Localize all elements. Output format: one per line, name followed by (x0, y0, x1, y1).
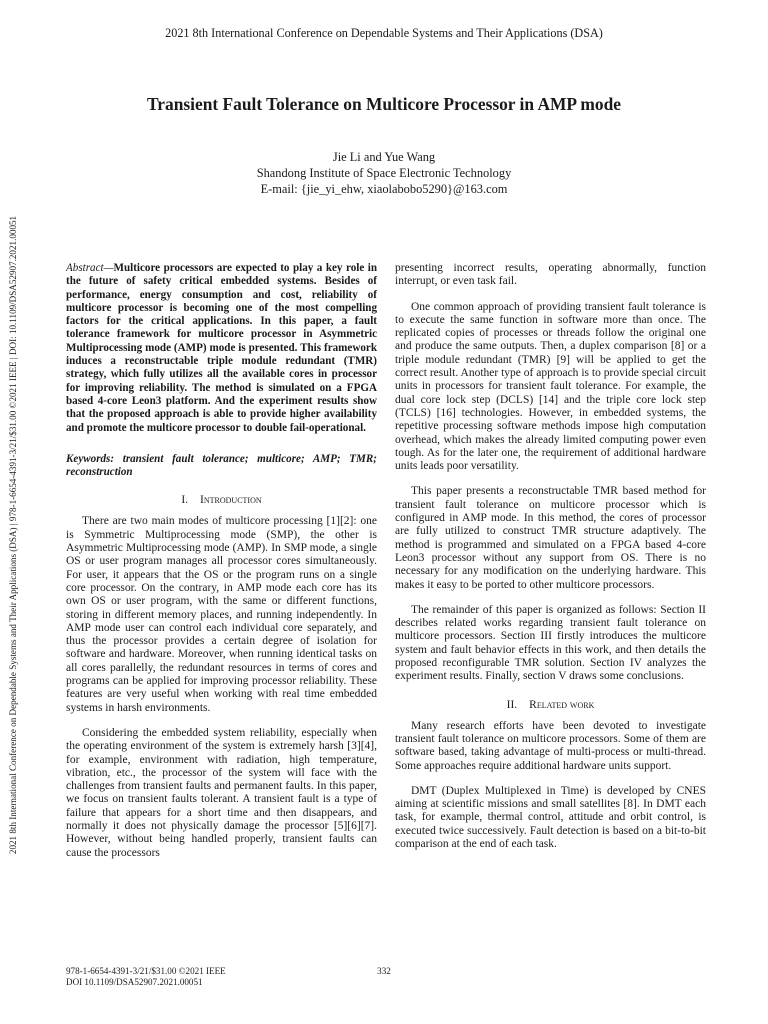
abstract-text: Multicore processors are expected to play a key role in the future of safety critical embedded systems. Besides of performance, energy consumption and cost, reliability of multicore processor is becoming one of the most compelling factors for the critical applications. In this paper, a fault tolerance framework for multicore processor in Asymmetric Multiprocessing mode (AMP) mode is presented. This framework induces a reconstructable triple module redundant (TMR) strategy, which fully utilizes all the available cores in processor for improving reliability. The method is simulated on a FPGA based 4-core Leon3 platform. And the experiment results show that the proposed approach is able to provide higher availability and promote the multicore processor to double fail-operational. (66, 262, 377, 434)
intro-paragraph-3: One common approach of providing transient fault tolerance is to execute the same function in software more than once. The replicated copies of processes or threads follow the original one and produce the same outputs. Then, a duplex comparison [8] or a triple module redundant (TMR) [9] will be applied to get the correct result. Another type of approach is to provide special circuit units in processors for transient fault tolerance. For example, the dual core lock step (DCLS) [14] and the triple core lock step (TCLS) [16] technologies. However, in embedded systems, the repetitive processing software methods impose high computation overhead, which makes the already limited computing power even tough. As for the later one, the requirement of additional hardware units leads poor versatility. (395, 300, 706, 473)
keywords-text: transient fault tolerance; multicore; AMP; TMR; reconstruction (66, 452, 378, 479)
keywords-paragraph (66, 453, 377, 480)
abstract-label: Abstract— (66, 262, 114, 274)
author-affiliation: Shandong Institute of Space Electronic Technology (256, 166, 512, 180)
abstract-paragraph (66, 262, 377, 435)
related-paragraph-1: Many research efforts have been devoted to investigate transient fault tolerance on multicore processors. Some of them are software based, taking advantage of multi-process or multi-thread. Some approaches require additional hardware units support. (395, 719, 706, 772)
section-number: I. (181, 494, 189, 507)
footer-doi: DOI 10.1109/DSA52907.2021.00051 (66, 976, 203, 987)
author-email: E-mail: {jie_yi_ehw, xiaolabobo5290}@163.com (260, 182, 508, 196)
related-paragraph-2: DMT (Duplex Multiplexed in Time) is developed by CNES aiming at scientific missions and small satellites [8]. In DMT each task, for example, thermal control, attitude and orbit control, is executed twice successively. Fault detection is based on a bit-to-bit comparison at the end of each task. (395, 784, 706, 850)
section-heading-related-work (395, 698, 706, 712)
intro-paragraph-2: Considering the embedded system reliability, especially when the operating environment of the system is extremely harsh [3][4], for example, environment with radiation, high temperature, vibration, etc., the processor of the system will face with the challenges from transient faults and permanent faults. In this paper, we focus on transient faults tolerant. A transient fault is a type of failure that appears for a short time and then disappears, and normally it does not physically damage the processor [5][6][7]. However, without being handled properly, transient faults can cause the processors (66, 726, 377, 859)
page-number: 332 (377, 966, 391, 976)
section-heading-introduction (66, 493, 377, 507)
paper-title: Transient Fault Tolerance on Multicore Processor in AMP mode (146, 94, 622, 114)
side-copyright-note (6, 150, 20, 920)
intro-paragraph-5: The remainder of this paper is organized as follows: Section II describes related works regarding transient fault tolerance on multicore processors. Section III firstly introduces the multicore system and fault behavior effects in this work, and then details the proposed reconfigurable TMR solution. Section IV analyzes the experiment results. Finally, section V draws some conclusions. (395, 603, 706, 683)
keywords-label: Keywords: (66, 452, 123, 465)
intro-paragraph-2-continued: presenting incorrect results, operating abnormally, function interrupt, or even task fail. (395, 262, 706, 288)
intro-paragraph-4: This paper presents a reconstructable TMR based method for transient fault tolerance on multicore processor which is configured in AMP mode. In this method, the cores of processor are fully utilized to construct TMR structure adaptively. The method is programmed and simulated on a FPGA based 4-core Leon3 processor without any support from OS. There is no necessary for any modification on the underlying hardware. This makes it easy to be ported to other multicore processors. (395, 485, 706, 591)
section-title: Introduction (200, 494, 262, 507)
conference-header: 2021 8th International Conference on Dependable Systems and Their Applications (DSA) (165, 26, 603, 40)
footer-isbn: 978-1-6654-4391-3/21/$31.00 ©2021 IEEE (66, 966, 226, 976)
side-copyright-text: 2021 8th International Conference on Dependable Systems and Their Applications (DSA) | 978-1-6654-4391-3/21/$31.00 ©2021 IEEE | DOI: 10.1109/DSA52907.2021.00051 (8, 215, 18, 855)
intro-paragraph-1: There are two main modes of multicore processing [1][2]: one is Symmetric Multiprocessing mode (SMP), the other is Asymmetric Multiprocessing mode (AMP). In SMP mode, a single OS or user program manages all processor cores simultaneously. For user, it appears that the OS or the program runs on a single core processor. On the contrary, in AMP mode each core has its own OS or user program, with the same or different functions, storing in different memory places, and running independently. In AMP mode user can control each individual core separately, and thus the processor provides a certain degree of isolation for software and hardware. Moreover, when running identical tasks on all cores parallelly, the redundant resources in terms of cores and programs can be applied for improving processor reliability. These features are very useful when working with real time embedded systems in harsh environments. (66, 515, 377, 714)
section-number: II. (506, 698, 518, 711)
author-names: Jie Li and Yue Wang (332, 150, 436, 164)
left-column (66, 262, 377, 860)
right-column (395, 262, 706, 851)
author-block (0, 149, 768, 197)
section-title: Related work (529, 698, 595, 711)
